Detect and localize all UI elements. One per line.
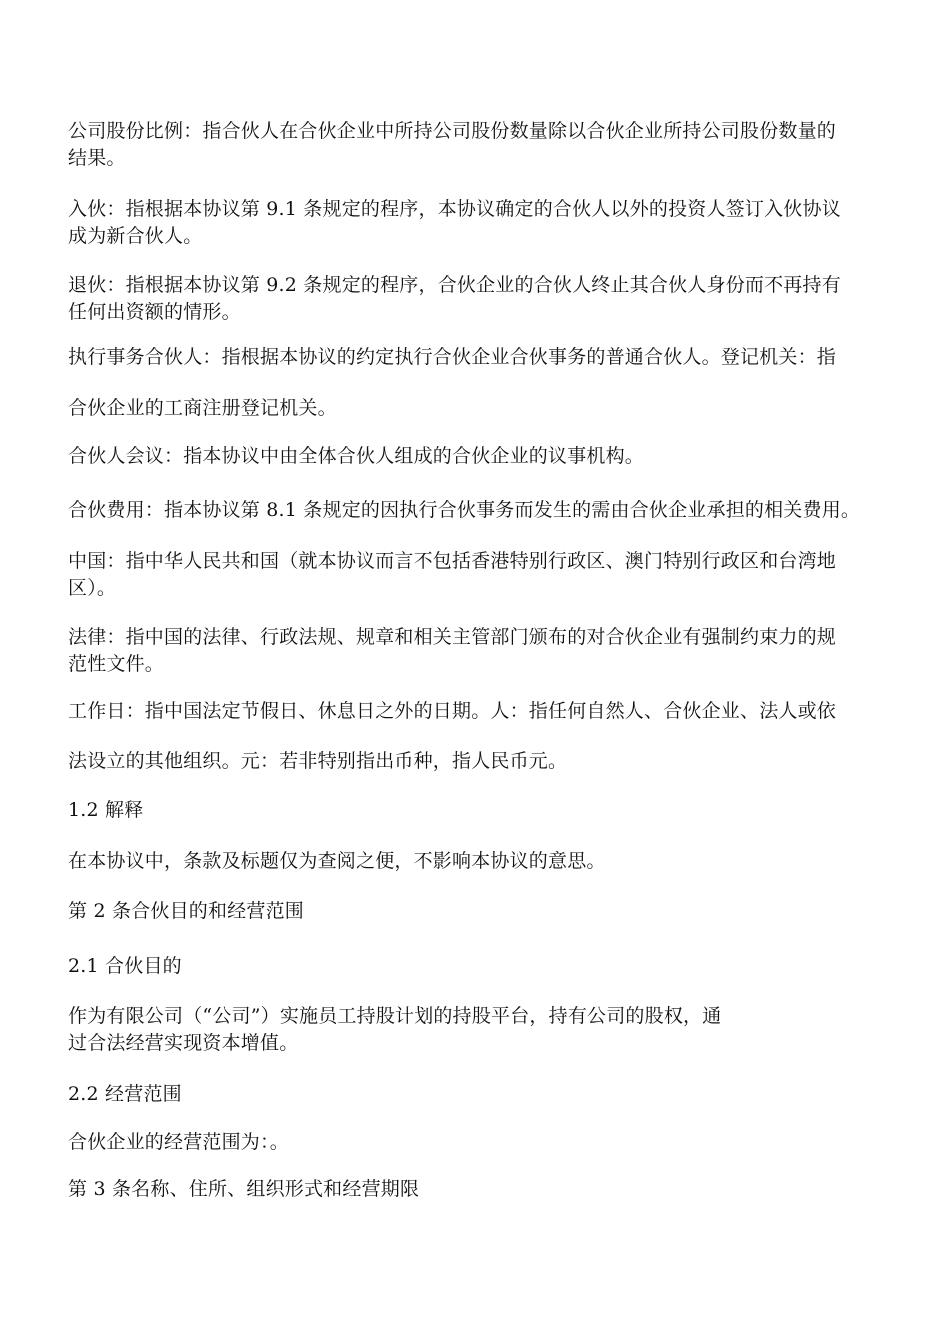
text-line: 公司股份比例：指合伙人在合伙企业中所持公司股份数量除以合伙企业所持公司股份数量的 <box>68 120 837 142</box>
text-line: 合伙人会议：指本协议中由全体合伙人组成的合伙企业的议事机构。 <box>68 445 645 467</box>
text-line: 结果。 <box>68 147 126 169</box>
text-line: 退伙：指根据本协议第 9.2 条规定的程序，合伙企业的合伙人终止其合伙人身份而不再持有 <box>68 274 841 296</box>
text-line: 法律：指中国的法律、行政法规、规章和相关主管部门颁布的对合伙企业有强制约束力的规 <box>68 626 837 648</box>
text-line: 执行事务合伙人：指根据本协议的约定执行合伙企业合伙事务的普通合伙人。登记机关：指 <box>68 346 837 368</box>
text-line: 过合法经营实现资本增值。 <box>68 1032 299 1054</box>
section-heading: 第 2 条合伙目的和经营范围 <box>68 900 304 922</box>
section-heading: 1.2 解释 <box>68 799 144 821</box>
text-line: 入伙：指根据本协议第 9.1 条规定的程序，本协议确定的合伙人以外的投资人签订入伙协议 <box>68 198 841 220</box>
text-line: 区）。 <box>68 577 117 599</box>
section-heading: 2.1 合伙目的 <box>68 955 182 977</box>
text-line: 合伙费用：指本协议第 8.1 条规定的因执行合伙事务而发生的需由合伙企业承担的相关费用。 <box>68 499 861 521</box>
section-heading: 2.2 经营范围 <box>68 1083 182 1105</box>
text-line: 合伙企业的工商注册登记机关。 <box>68 397 337 419</box>
text-line: 法设立的其他组织。元：若非特别指出币种，指人民币元。 <box>68 750 568 772</box>
section-heading: 第 3 条名称、住所、组织形式和经营期限 <box>68 1178 420 1200</box>
text-line: 合伙企业的经营范围为：。 <box>68 1131 289 1153</box>
text-line: 作为有限公司（“公司”）实施员工持股计划的持股平台，持有公司的股权，通 <box>68 1005 722 1027</box>
text-line: 任何出资额的情形。 <box>68 301 241 323</box>
text-line: 成为新合伙人。 <box>68 225 203 247</box>
text-line: 范性文件。 <box>68 653 165 675</box>
text-line: 工作日：指中国法定节假日、休息日之外的日期。人：指任何自然人、合伙企业、法人或依 <box>68 700 837 722</box>
text-line: 在本协议中，条款及标题仅为查阅之便，不影响本协议的意思。 <box>68 850 606 872</box>
text-line: 中国：指中华人民共和国（就本协议而言不包括香港特别行政区、澳门特别行政区和台湾地 <box>68 550 837 572</box>
